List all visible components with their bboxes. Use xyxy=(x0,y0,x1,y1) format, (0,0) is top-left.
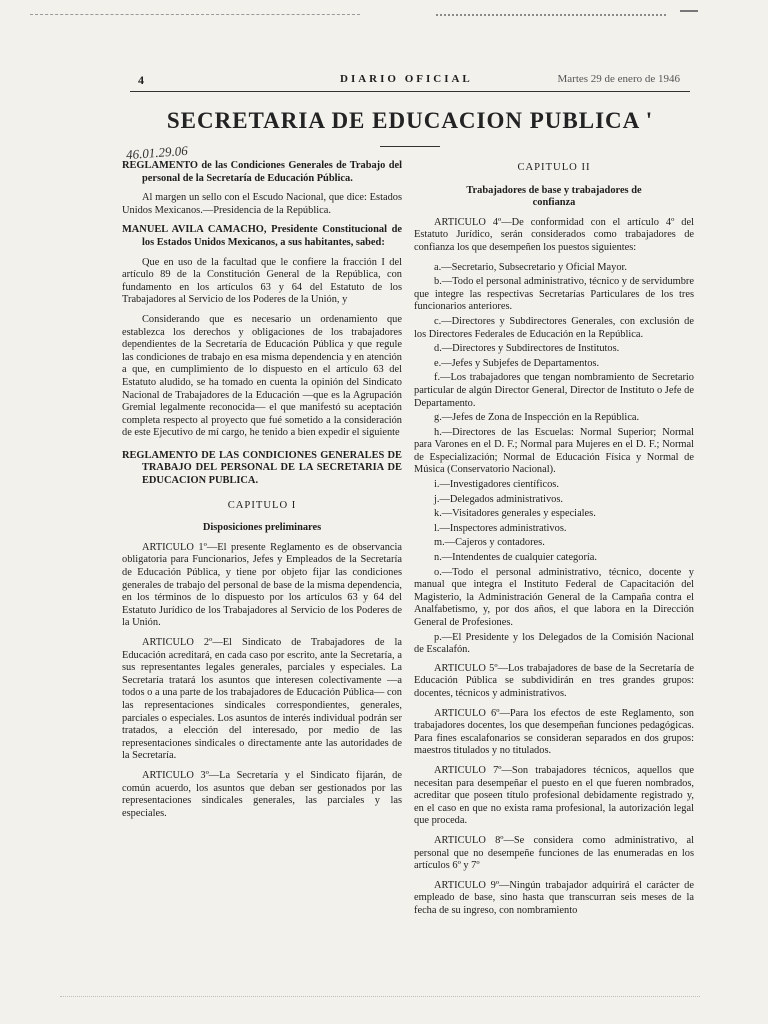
article-8: ARTICULO 8º—Se considera como administrativo, al personal que no desempeñe funciones de las enumeradas en los artículos 6º y 7º xyxy=(414,834,694,872)
list-item: a.—Secretario, Subsecretario y Oficial Mayor. xyxy=(434,261,628,273)
seal-note: Al margen un sello con el Escudo Nacional, que dice: Estados Unidos Mexicanos.—Presidencia de la República. xyxy=(122,192,402,216)
chapter-1-heading: CAPITULO I xyxy=(227,499,297,511)
handwritten-note: 46.01.29.06 xyxy=(125,142,189,163)
article-6: ARTICULO 6º—Para los efectos de este Reglamento, son trabajadores docentes, los que desempeñan funciones pedagógicas. Para fines escalafonarios se consideran separados en dos grupos: maestros titulados y no titulados. xyxy=(414,707,694,757)
article-4: ARTICULO 4º—De conformidad con el artículo 4º del Estatuto Jurídico, serán considerados como trabajadores de confianza los que desempeñen los puestos siguientes: xyxy=(414,216,694,253)
list-item: i.—Investigadores científicos. xyxy=(434,479,559,491)
page-title: SECRETARIA DE EDUCACION PUBLICA ' xyxy=(166,108,654,133)
running-header xyxy=(130,73,680,89)
title-rule xyxy=(380,146,440,147)
left-column xyxy=(122,160,402,827)
document-heading: REGLAMENTO de las Condiciones Generales de Trabajo del personal de la Secretaría de Educación Pública. xyxy=(122,160,402,184)
regulation-heading: REGLAMENTO DE LAS CONDICIONES GENERALES DE TRABAJO DEL PERSONAL DE LA SECRETARIA DE EDUCACION PUBLICA. xyxy=(122,449,402,487)
list-item: p.—El Presidente y los Delegados de la Comisión Nacional de Escalafón. xyxy=(414,631,694,656)
page-number: 4 xyxy=(138,73,144,87)
header-rule xyxy=(130,91,690,92)
list-item: h.—Directores de las Escuelas: Normal Superior; Normal para Varones en el D. F.; Normal para Mujeres en el D. F.; Normal de Especialización; Normal de Educación Física y Normal de Música (Conservatorio Nacional). xyxy=(414,426,694,476)
issue-date: Martes 29 de enero de 1946 xyxy=(557,73,680,85)
list-item: e.—Jefes y Subjefes de Departamentos. xyxy=(434,357,600,369)
preamble-paragraph-2: Considerando que es necesario un ordenamiento que establezca los derechos y obligaciones de los trabajadores dependientes de la Secretaría de Educación Pública y que regule las condiciones de trabajo en esa misma dependencia y en atención a que, en cumplimiento de lo dispuesto en el artículo 63 del Estatuto aludido, se ha tomado en cuenta la opinión del Sindicato Nacional de Trabajadores de la Educación —que es la Agrupación Gremial legalmente reconocida— el que manifestó su aceptación completa respecto al proyecto que fué sometido a la consideración de este Ejecutivo de mí cargo, he tenido a bien expedir el siguiente xyxy=(122,313,402,439)
list-item: l.—Inspectores administrativos. xyxy=(434,522,567,534)
list-item: d.—Directores y Subdirectores de Institutos. xyxy=(434,343,620,355)
list-item: f.—Los trabajadores que tengan nombramiento de Secretario particular de algún Director General, Director de Instituto o Jefe de Departamento. xyxy=(414,372,694,409)
right-column xyxy=(414,160,694,924)
article-3: ARTICULO 3º—La Secretaría y el Sindicato fijarán, de común acuerdo, los asuntos que deban ser gestionados por las representaciones sindicales generales, las parciales y las especiales. xyxy=(122,769,402,819)
article-2: ARTICULO 2º—El Sindicato de Trabajadores de la Educación acreditará, en cada caso por escrito, ante la Secretaría, a sus representantes legales generales, parciales y especiales. La Secretaría tratará los asuntos que interesen colectivamente —a todos o a una parte de los trabajadores de Educación Pública— con las representaciones sindicales correspondientes, generales, parciales o especiales. Los asuntos de interés individual podrán ser tratados, a elección del interesado, por medio de las representaciones sindicales o directamente ante las autoridades de la Secretaría. xyxy=(122,637,402,762)
president-preamble: MANUEL AVILA CAMACHO, Presidente Constitucional de los Estados Unidos Mexicanos, a sus habitantes, sabed: xyxy=(122,224,402,248)
list-item: c.—Directores y Subdirectores Generales, con exclusión de los Directores Federales de Educación en la República. xyxy=(414,315,694,340)
list-item: k.—Visitadores generales y especiales. xyxy=(434,508,596,520)
scan-artifact-top-left xyxy=(30,14,360,25)
list-item: g.—Jefes de Zona de Inspección en la República. xyxy=(434,412,640,424)
journal-name: DIARIO OFICIAL xyxy=(340,73,473,85)
list-item: b.—Todo el personal administrativo, técnico y de servidumbre que integre las respectivas Secretarías Particulares de los tres funcionarios anteriores. xyxy=(414,276,694,313)
article-1: ARTICULO 1º—El presente Reglamento es de observancia obligatoria para Funcionarios, Jefes y Empleados de la Secretaría de Educación Pública, y tiene por objeto fijar las condiciones generales de trabajo del personal de base de la misma dependencia, en los términos de lo dispuesto por los artículos 63 y 64 del Estatuto Jurídico de los Trabajadores al Servicio de los Poderes de la Unión. xyxy=(122,541,402,629)
list-item: n.—Intendentes de cualquier categoría. xyxy=(434,552,598,564)
article-7: ARTICULO 7º—Son trabajadores técnicos, aquellos que necesitan para desempeñar el puesto en el que fueren nombrados, acreditar que poseen título profesional debidamente registrado y, en el caso en que no exista rama profesional, la autorización legal que proceda. xyxy=(414,764,694,827)
scan-artifact-bottom xyxy=(60,996,700,1003)
scan-artifact-mark xyxy=(680,10,698,12)
article-9: ARTICULO 9º—Ningún trabajador adquirirá el carácter de empleado de base, sino hasta que transcurran seis meses de la fecha de su ingreso, con nombramiento xyxy=(414,879,694,916)
scan-artifact-top-right xyxy=(436,14,666,22)
list-item: o.—Todo el personal administrativo, técnico, docente y manual que integra el Instituto Federal de Capacitación del Magisterio, la Administración General de la Campaña contra el Analfabetismo, y, por dos años, el que labora en la Dirección General de Profesiones. xyxy=(414,566,694,628)
chapter-1-title: Disposiciones preliminares xyxy=(202,522,322,534)
article-5: ARTICULO 5º—Los trabajadores de base de la Secretaría de Educación Pública se subdividirán en tres grandes grupos: docentes, técnicos y administrativos. xyxy=(414,662,694,699)
list-item: m.—Cajeros y contadores. xyxy=(434,537,545,549)
chapter-2-title: Trabajadores de base y trabajadores de confianza xyxy=(466,184,642,209)
list-item: j.—Delegados administrativos. xyxy=(434,493,563,505)
chapter-2-heading: CAPITULO II xyxy=(517,162,591,173)
preamble-paragraph-1: Que en uso de la facultad que le confiere la fracción I del artículo 89 de la Constitución General de la República, con fundamento en los artículos 63 y 64 del Estatuto de los Trabajadores al Servicio de los Poderes de la Unión, y xyxy=(122,256,402,306)
